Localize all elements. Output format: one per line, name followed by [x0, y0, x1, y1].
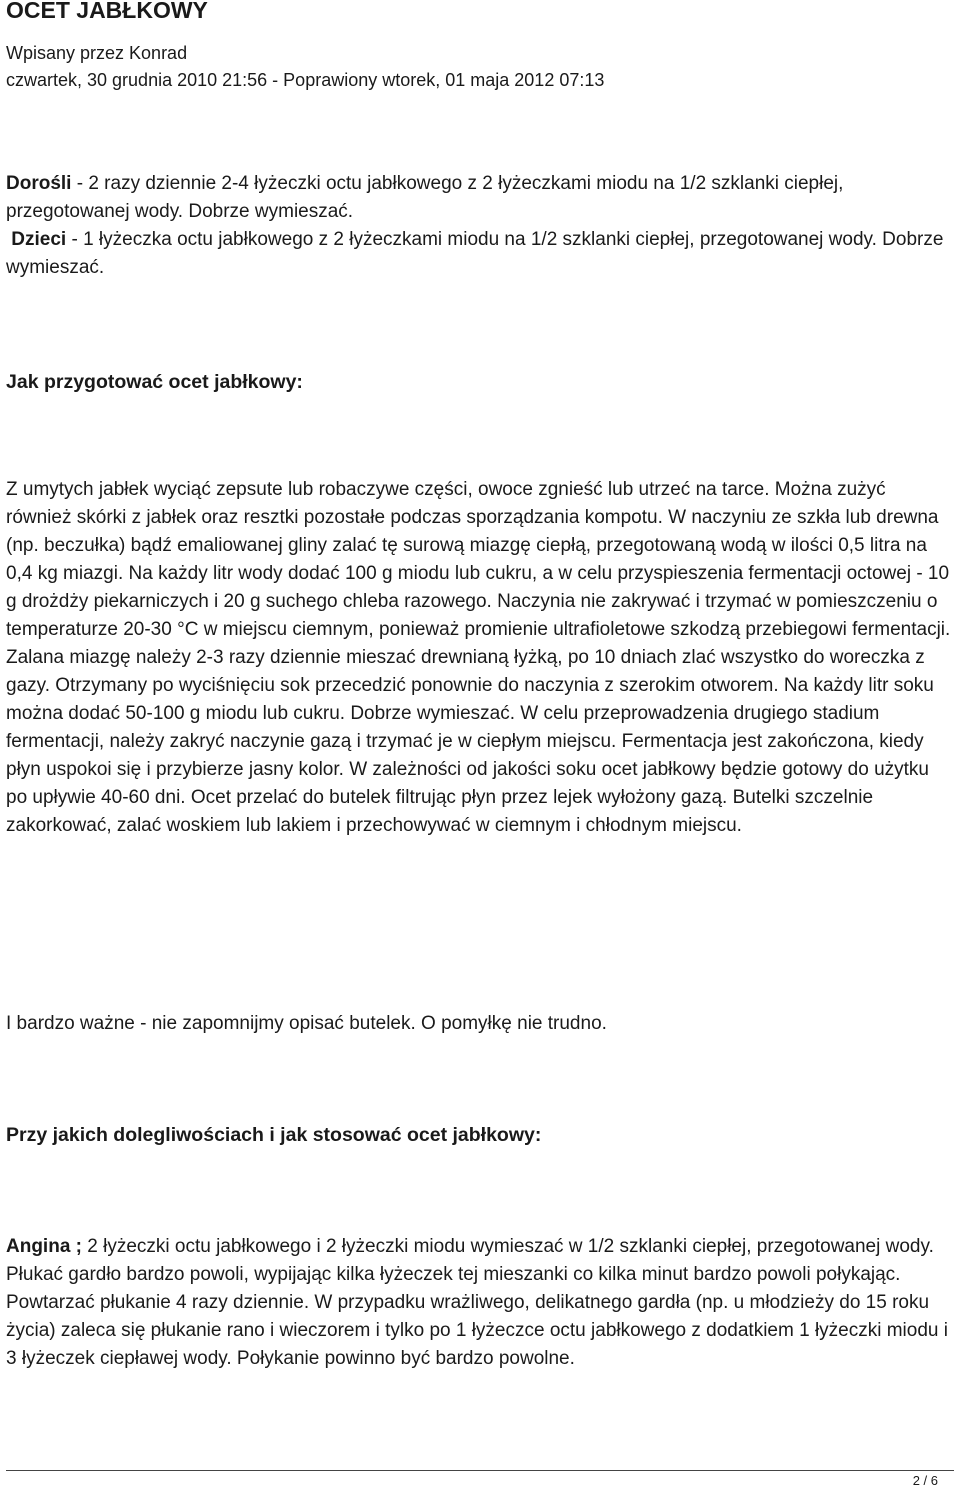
adults-paragraph [6, 170, 954, 226]
prepare-paragraph: Z umytych jabłek wyciąć zepsute lub robaczywe części, owoce zgnieść lub utrzeć na tarce. Można zużyć również skórki z jabłek oraz resztki pozostałe podczas sporządzania kompotu. W naczyniu ze szkła lub drewna (np. beczułka) bądź emaliowanej gliny zalać tę surową miazgę ciepłą, przegotowaną wodą w ilości 0,5 litra na 0,4 kg miazgi. Na każdy litr wody dodać 100 g miodu lub cukru, a w celu przyspieszenia fermentacji octowej - 10 g drożdży piekarniczych i 20 g suchego chleba razowego. Naczynia nie zakrywać i trzymać w pomieszczeniu o temperaturze 20-30 °C w miejscu ciemnym, ponieważ promienie ultrafioletowe szkodzą przebiegowi fermentacji. Zalana miazgę należy 2-3 razy dziennie mieszać drewnianą łyżką, po 10 dniach zlać wszystko do woreczka z gazy. Otrzymany po wyciśnięciu sok przecedzić ponownie do naczynia z szerokim otworem. Na każdy litr soku można dodać 50-100 g miodu lub cukru. Dobrze wymieszać. W celu przeprowadzenia drugiego stadium fermentacji, należy zakryć naczynie gazą i trzymać je w ciepłym miejscu. Fermentacja jest zakończona, kiedy płyn uspokoi się i przybierze jasny kolor. W zależności od jakości soku ocet jabłkowy będzie gotowy do użytku po upływie 40-60 dni. Ocet przelać do butelek filtrując płyn przez lejek wyłożony gazą. Butelki szczelnie zakorkować, zalać woskiem lub lakiem i przechowywać w ciemnym i chłodnym miejscu. [6, 479, 951, 836]
page-number: 2 / 6 [912, 1473, 938, 1488]
children-text: - 1 łyżeczka octu jabłkowego z 2 łyżeczkami miodu na 1/2 szklanki ciepłej, przegotowanej wody. Dobrze wymieszać. [6, 229, 944, 278]
usage-heading: Przy jakich dolegliwościach i jak stosować ocet jabłkowy: [6, 1124, 542, 1146]
adults-text: - 2 razy dziennie 2-4 łyżeczki octu jabłkowego z 2 łyżeczkami miodu na 1/2 szklanki ciepłej, przegotowanej wody. Dobrze wymieszać. [6, 173, 844, 222]
dosage-section [6, 170, 954, 282]
angina-label: Angina ; [6, 1236, 82, 1257]
usage-section [6, 1233, 954, 1373]
prepare-heading: Jak przygotować ocet jabłkowy: [6, 371, 303, 393]
angina-text: 2 łyżeczki octu jabłkowego i 2 łyżeczki miodu wymieszać w 1/2 szklanki ciepłej, przegotowanej wody. Płukać gardło bardzo powoli, wypijając kilka łyżeczek tej mieszanki co kilka minut bardzo powoli połykając. Powtarzać płukanie 4 razy dziennie. W przypadku wrażliwego, delikatnego gardła (np. u młodzieży do 15 roku życia) zaleca się płukanie rano i wieczorem i tylko po 1 łyżeczce octu jabłkowego z dodatkiem 1 łyżeczki miodu i 3 łyżeczek ciepławej wody. Połykanie powinno być bardzo powolne. [6, 1236, 948, 1369]
author-line: Wpisany przez Konrad [6, 43, 188, 63]
adults-label: Dorośli [6, 173, 72, 194]
children-label: Dzieci [11, 229, 67, 250]
prepare-body [6, 476, 954, 840]
article-meta [6, 40, 604, 94]
children-paragraph [6, 226, 954, 282]
document-title: OCET JABŁKOWY [6, 0, 208, 23]
footer-divider [6, 1470, 954, 1471]
note-paragraph: I bardzo ważne - nie zapomnijmy opisać butelek. O pomyłkę nie trudno. [6, 1013, 607, 1034]
date-line: czwartek, 30 grudnia 2010 21:56 - Poprawiony wtorek, 01 maja 2012 07:13 [6, 70, 605, 90]
note-section [6, 1010, 954, 1038]
angina-paragraph [6, 1233, 954, 1373]
